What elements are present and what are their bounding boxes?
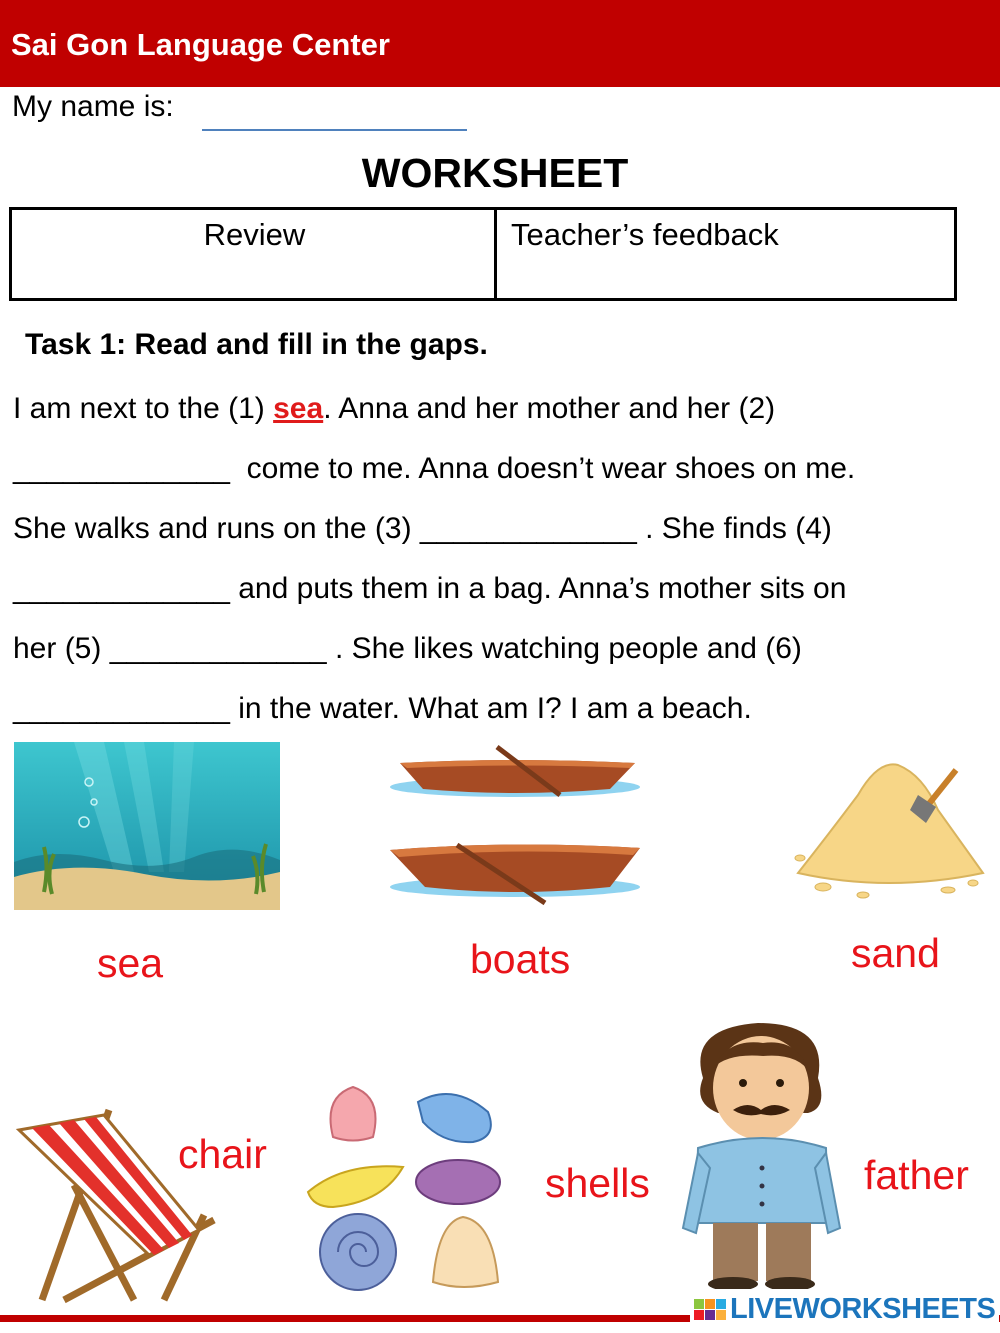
father-picture-icon [678,1018,848,1293]
answer-1[interactable]: sea [273,392,324,425]
liveworksheets-logo [690,1289,999,1329]
gap-5[interactable]: _____________ [109,632,327,665]
word-sand[interactable]: sand [851,930,940,976]
gap-3[interactable]: _____________ [419,512,637,545]
passage-line-1 [13,392,775,426]
word-boats[interactable]: boats [470,936,571,982]
teacher-feedback-cell: Teacher’s feedback [511,217,779,252]
line-text: I am next to the (1) [13,392,274,425]
line-text: She walks and runs on the (3) [13,512,420,545]
passage-line-5 [13,632,802,666]
header-title: Sai Gon Language Center [11,27,390,62]
line-text: her (5) [13,632,110,665]
gap-2[interactable]: _____________ [13,452,230,485]
line-text: and puts them in a bag. Anna’s mother sits on [229,572,847,605]
passage-line-4 [13,572,846,606]
passage-line-6 [13,692,752,726]
line-text: come to me. Anna doesn’t wear shoes on me. [229,452,856,485]
word-chair[interactable]: chair [178,1131,267,1177]
worksheet-title: WORKSHEET [361,150,629,196]
passage-line-2 [13,452,855,486]
task-title: Task 1: Read and fill in the gaps. [25,328,488,361]
sand-picture-icon [788,755,988,905]
review-cell: Review [203,217,306,252]
boats-picture-icon [385,745,647,910]
shells-picture-icon [303,1082,508,1302]
sea-picture-icon [14,742,280,910]
logo-text: LIVEWORKSHEETS [730,1292,996,1325]
line-text: . She likes watching people and (6) [326,632,802,665]
gap-4[interactable]: _____________ [13,572,230,605]
line-text: . She finds (4) [636,512,832,545]
word-sea[interactable]: sea [97,940,164,986]
word-shells[interactable]: shells [545,1160,650,1206]
line-text: in the water. What am I? I am a beach. [229,692,752,725]
name-label: My name is: [12,90,174,123]
passage-line-3 [13,512,832,546]
logo-mark-icon [694,1299,726,1320]
gap-6[interactable]: _____________ [13,692,230,725]
name-input-line[interactable] [202,129,467,131]
word-father[interactable]: father [864,1152,969,1198]
line-text: . Anna and her mother and her (2) [323,392,776,425]
